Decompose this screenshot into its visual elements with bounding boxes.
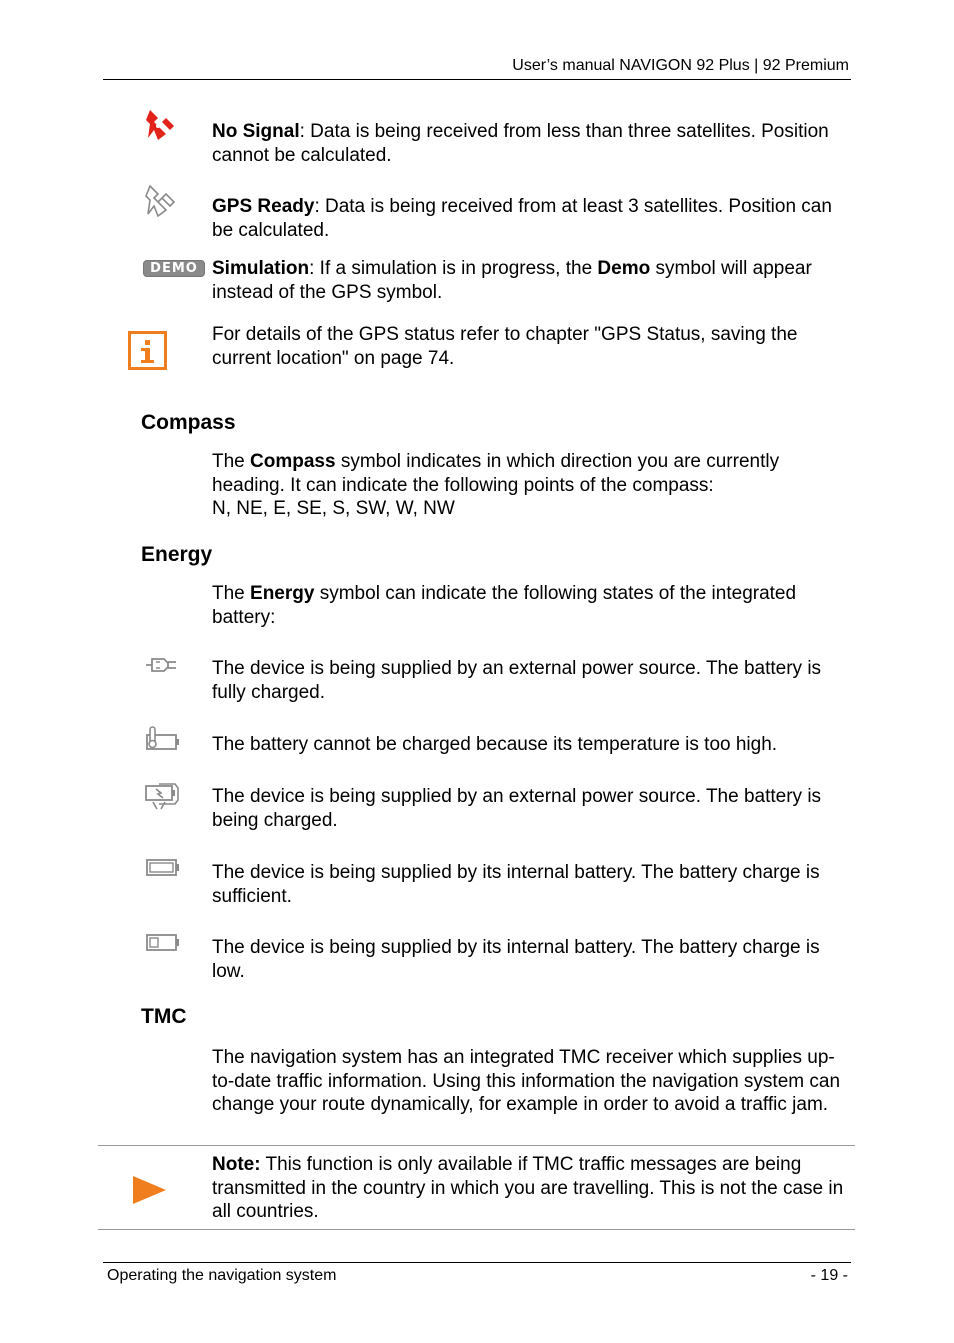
demo-icon: DEMO [143, 260, 205, 277]
compass-points: N, NE, E, SE, S, SW, W, NW [212, 498, 455, 519]
no-signal-text: : Data is being received from less than three satellites. Position cannot be calculated. [212, 121, 829, 166]
footer-rule [103, 1262, 851, 1263]
energy-term: Energy [250, 583, 315, 604]
energy-description [212, 582, 852, 629]
energy-state-5: The device is being supplied by its internal battery. The battery charge is low. [212, 937, 820, 982]
note-term: Note: [212, 1154, 261, 1175]
battery-hot-icon [146, 726, 180, 759]
note-body: This function is only available if TMC traffic messages are being transmitted in the country in which you are travelling. This is not the case in all countries. [212, 1154, 844, 1222]
simulation-term: Simulation [212, 258, 310, 279]
plug-icon [144, 654, 178, 683]
energy-state-1: The device is being supplied by an external power source. The battery is fully charged. [212, 658, 822, 703]
simulation-text-1: : If a simulation is in progress, the [309, 258, 598, 279]
note-bottom-rule [98, 1229, 855, 1230]
header-rule [103, 79, 851, 80]
no-signal-term: No Signal [212, 121, 300, 142]
no-signal-satellite-icon [144, 108, 176, 149]
note-top-rule [98, 1145, 855, 1146]
gps-ready-satellite-icon [144, 184, 176, 225]
tmc-description: The navigation system has an integrated TMC receiver which supplies up-to-date traffic information. Using this information the navigation system can change your route dynamically, for example in order to avoid a traffic jam. [212, 1047, 841, 1115]
tmc-heading: TMC [141, 1005, 187, 1028]
battery-charging-icon [145, 780, 181, 817]
gps-ready-description [212, 195, 852, 242]
demo-term: Demo [597, 258, 651, 279]
compass-text-1: The [212, 451, 251, 472]
energy-text-1: The [212, 583, 251, 604]
gps-status-reference: For details of the GPS status refer to chapter "GPS Status, saving the current location" on page 74. [212, 324, 798, 369]
note-text [212, 1153, 852, 1224]
footer-section: Operating the navigation system [107, 1267, 337, 1284]
compass-description [212, 450, 852, 521]
compass-heading: Compass [141, 411, 236, 434]
energy-heading: Energy [141, 543, 213, 566]
energy-state-4: The device is being supplied by its internal battery. The battery charge is sufficient. [212, 862, 820, 907]
compass-text-2: symbol indicates in which direction you are currently heading. It can indicate the following points of the compass: [212, 451, 780, 496]
energy-state-2: The battery cannot be charged because its temperature is too high. [212, 734, 778, 755]
energy-state-3: The device is being supplied by an external power source. The battery is being charged. [212, 786, 822, 831]
page-number: - 19 - [810, 1267, 848, 1284]
energy-text-2: symbol can indicate the following states of the integrated battery: [212, 583, 797, 628]
gps-ready-term: GPS Ready [212, 196, 315, 217]
note-arrow-icon [133, 1176, 167, 1211]
gps-ready-text: : Data is being received from at least 3 satellites. Position can be calculated. [212, 196, 832, 241]
simulation-text-2: symbol will appear instead of the GPS symbol. [212, 258, 812, 303]
no-signal-description [212, 120, 852, 167]
battery-sufficient-icon [146, 858, 180, 885]
info-icon [128, 331, 168, 378]
simulation-description [212, 257, 852, 304]
compass-term: Compass [250, 451, 336, 472]
battery-low-icon [146, 933, 180, 960]
page-header: User’s manual NAVIGON 92 Plus | 92 Premium [512, 57, 849, 74]
